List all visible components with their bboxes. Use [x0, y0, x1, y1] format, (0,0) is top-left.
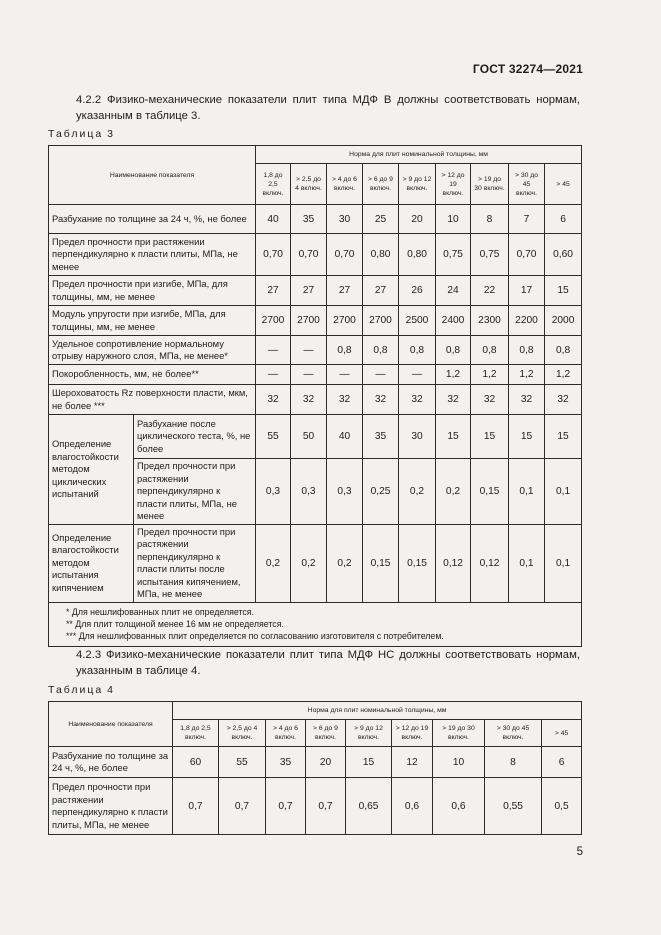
table3-column-header: > 4 до 6 включ. [327, 164, 363, 205]
value-cell: 0,8 [327, 336, 363, 365]
value-cell: 6 [545, 205, 582, 234]
value-cell: 0,7 [173, 778, 219, 835]
value-cell: 1,2 [471, 365, 509, 385]
value-cell: 0,7 [219, 778, 266, 835]
value-cell: — [291, 365, 327, 385]
value-cell: 60 [173, 747, 219, 778]
section-4-2-3: 4.2.3 Физико-механические показатели плит типа МДФ НС должны соответствовать нормам, указанным в таблице 4. [76, 649, 580, 677]
table4-column-header: > 9 до 12 включ. [346, 720, 392, 747]
group-name-boiling: Определение влагостойкости методом испытания кипячением [49, 524, 134, 602]
table3-name-header: Наименование показателя [49, 146, 256, 205]
value-cell: 2300 [471, 306, 509, 336]
table3-column-header: > 2,5 до 4 включ. [291, 164, 327, 205]
value-cell: 0,15 [399, 524, 436, 602]
value-cell: 55 [256, 415, 291, 459]
table-row [49, 276, 582, 306]
value-cell: 0,2 [436, 459, 471, 525]
table4-column-header: > 12 до 19 включ. [392, 720, 433, 747]
table-row [49, 306, 582, 336]
table4-column-header: > 2,5 до 4 включ. [219, 720, 266, 747]
table3-column-header: > 30 до 45 включ. [509, 164, 545, 205]
table-row [49, 778, 582, 835]
table-row [49, 415, 582, 459]
section-4-2-2: 4.2.2 Физико-механические показатели плит типа МДФ В должны соответствовать нормам, указанным в таблице 3. [76, 94, 580, 122]
value-cell: 24 [436, 276, 471, 306]
row-name: Предел прочности при изгибе, МПа, для толщины, мм, не менее [49, 276, 256, 306]
row-name: Предел прочности при растяжении перпендикулярно к пласти плиты, МПа, не менее [49, 778, 173, 835]
value-cell: 30 [327, 205, 363, 234]
value-cell: — [256, 365, 291, 385]
value-cell: 0,3 [256, 459, 291, 525]
row-name: Предел прочности при растяжении перпендикулярно к пласти плиты после испытания кипячением, МПа, не менее [134, 524, 256, 602]
value-cell: 32 [256, 385, 291, 415]
footnote-3: *** Для нешлифованных плит определяется по согласованию изготовителя с потребителем. [66, 630, 444, 641]
value-cell: 0,15 [471, 459, 509, 525]
value-cell: 15 [545, 276, 582, 306]
value-cell: — [256, 336, 291, 365]
table4-column-header: 1,8 до 2,5 включ. [173, 720, 219, 747]
value-cell: 25 [363, 205, 399, 234]
value-cell: 0,2 [291, 524, 327, 602]
value-cell: 0,80 [399, 234, 436, 276]
value-cell: 0,3 [291, 459, 327, 525]
value-cell: 2000 [545, 306, 582, 336]
value-cell: 40 [327, 415, 363, 459]
value-cell: 10 [433, 747, 485, 778]
row-name: Модуль упругости при изгибе, МПа, для толщины, мм, не менее [49, 306, 256, 336]
table3-footnotes [49, 602, 582, 646]
value-cell: 6 [542, 747, 582, 778]
value-cell: 0,8 [545, 336, 582, 365]
value-cell: 0,8 [471, 336, 509, 365]
value-cell: 0,75 [471, 234, 509, 276]
value-cell: 0,1 [509, 524, 545, 602]
value-cell: 27 [291, 276, 327, 306]
value-cell: 0,8 [436, 336, 471, 365]
value-cell: 0,5 [542, 778, 582, 835]
value-cell: 2700 [363, 306, 399, 336]
table-4 [48, 701, 582, 835]
value-cell: 55 [219, 747, 266, 778]
value-cell: 1,2 [436, 365, 471, 385]
table-3 [48, 145, 582, 647]
table3-column-header: > 12 до 19 включ. [436, 164, 471, 205]
table-row [49, 234, 582, 276]
value-cell: 0,2 [256, 524, 291, 602]
value-cell: 30 [399, 415, 436, 459]
table4-column-header: > 45 [542, 720, 582, 747]
value-cell: 27 [363, 276, 399, 306]
table-row [49, 524, 582, 602]
value-cell: 20 [306, 747, 346, 778]
value-cell: 0,6 [392, 778, 433, 835]
row-name: Удельное сопротивление нормальному отрыву наружного слоя, МПа, не менее* [49, 336, 256, 365]
value-cell: 12 [392, 747, 433, 778]
value-cell: — [291, 336, 327, 365]
row-name: Разбухание по толщине за 24 ч, %, не более [49, 205, 256, 234]
group-name-cyclic: Определение влагостойкости методом циклических испытаний [49, 415, 134, 525]
value-cell: 20 [399, 205, 436, 234]
value-cell: 32 [471, 385, 509, 415]
value-cell: 17 [509, 276, 545, 306]
value-cell: 50 [291, 415, 327, 459]
value-cell: 32 [545, 385, 582, 415]
row-name: Предел прочности при растяжении перпендикулярно к пласти плиты, МПа, не менее [49, 234, 256, 276]
value-cell: 1,2 [545, 365, 582, 385]
value-cell: 0,8 [399, 336, 436, 365]
table-row [49, 365, 582, 385]
value-cell: — [363, 365, 399, 385]
value-cell: 0,80 [363, 234, 399, 276]
table4-column-header: > 30 до 45 включ. [485, 720, 542, 747]
value-cell: 7 [509, 205, 545, 234]
value-cell: 0,7 [306, 778, 346, 835]
value-cell: 0,1 [545, 524, 582, 602]
table4-name-header: Наименование показателя [49, 702, 173, 747]
page-number: 5 [576, 846, 583, 858]
value-cell: 0,6 [433, 778, 485, 835]
value-cell: 0,8 [509, 336, 545, 365]
row-name: Предел прочности при растяжении перпендикулярно к пласти плиты, МПа, не менее [134, 459, 256, 525]
value-cell: 15 [436, 415, 471, 459]
standard-number: ГОСТ 32274—2021 [472, 62, 583, 76]
value-cell: 15 [545, 415, 582, 459]
value-cell: 8 [485, 747, 542, 778]
value-cell: 10 [436, 205, 471, 234]
table4-column-header: > 6 до 9 включ. [306, 720, 346, 747]
value-cell: 32 [509, 385, 545, 415]
table3-label: Таблица 3 [48, 128, 114, 140]
value-cell: 32 [399, 385, 436, 415]
value-cell: 15 [509, 415, 545, 459]
value-cell: 27 [327, 276, 363, 306]
value-cell: 0,1 [509, 459, 545, 525]
value-cell: 2500 [399, 306, 436, 336]
value-cell: 40 [256, 205, 291, 234]
table-row [49, 747, 582, 778]
value-cell: 0,75 [436, 234, 471, 276]
table4-column-header: > 4 до 6 включ. [266, 720, 306, 747]
value-cell: 0,70 [256, 234, 291, 276]
table3-column-header: 1,8 до 2,5 включ. [256, 164, 291, 205]
table3-column-header: > 6 до 9 включ. [363, 164, 399, 205]
value-cell: — [327, 365, 363, 385]
table4-column-header: > 19 до 30 включ. [433, 720, 485, 747]
value-cell: 0,70 [291, 234, 327, 276]
table4-label: Таблица 4 [48, 684, 114, 696]
value-cell: 0,15 [363, 524, 399, 602]
footnote-1: * Для нешлифованных плит не определяется. [66, 606, 254, 617]
table3-column-header: > 9 до 12 включ. [399, 164, 436, 205]
row-name: Покоробленность, мм, не более** [49, 365, 256, 385]
value-cell: 0,1 [545, 459, 582, 525]
footnote-2: ** Для плит толщиной менее 16 мм не определяется. [66, 618, 284, 629]
value-cell: 32 [327, 385, 363, 415]
table3-column-header: > 45 [545, 164, 582, 205]
value-cell: 35 [291, 205, 327, 234]
value-cell: 15 [346, 747, 392, 778]
value-cell: 27 [256, 276, 291, 306]
row-name: Разбухание по толщине за 24 ч, %, не более [49, 747, 173, 778]
table3-group-header: Норма для плит номинальной толщины, мм [256, 146, 582, 164]
value-cell: 0,8 [363, 336, 399, 365]
value-cell: 0,65 [346, 778, 392, 835]
table3-column-header: > 19 до 30 включ. [471, 164, 509, 205]
value-cell: 0,2 [327, 524, 363, 602]
value-cell: 15 [471, 415, 509, 459]
value-cell: 35 [266, 747, 306, 778]
value-cell: 0,3 [327, 459, 363, 525]
value-cell: — [399, 365, 436, 385]
value-cell: 32 [291, 385, 327, 415]
table-row [49, 385, 582, 415]
value-cell: 0,2 [399, 459, 436, 525]
value-cell: 32 [436, 385, 471, 415]
value-cell: 22 [471, 276, 509, 306]
value-cell: 0,7 [266, 778, 306, 835]
table-row [49, 336, 582, 365]
value-cell: 0,55 [485, 778, 542, 835]
value-cell: 0,12 [471, 524, 509, 602]
value-cell: 2700 [256, 306, 291, 336]
value-cell: 2400 [436, 306, 471, 336]
value-cell: 2200 [509, 306, 545, 336]
value-cell: 0,70 [509, 234, 545, 276]
value-cell: 0,12 [436, 524, 471, 602]
value-cell: 35 [363, 415, 399, 459]
value-cell: 2700 [291, 306, 327, 336]
value-cell: 32 [363, 385, 399, 415]
value-cell: 0,60 [545, 234, 582, 276]
row-name: Шероховатость Rz поверхности пласти, мкм, не более *** [49, 385, 256, 415]
value-cell: 0,25 [363, 459, 399, 525]
value-cell: 1,2 [509, 365, 545, 385]
table4-group-header: Норма для плит номинальной толщины, мм [173, 702, 582, 720]
value-cell: 8 [471, 205, 509, 234]
value-cell: 26 [399, 276, 436, 306]
value-cell: 0,70 [327, 234, 363, 276]
table-row [49, 205, 582, 234]
value-cell: 2700 [327, 306, 363, 336]
row-name: Разбухание после циклического теста, %, не более [134, 415, 256, 459]
